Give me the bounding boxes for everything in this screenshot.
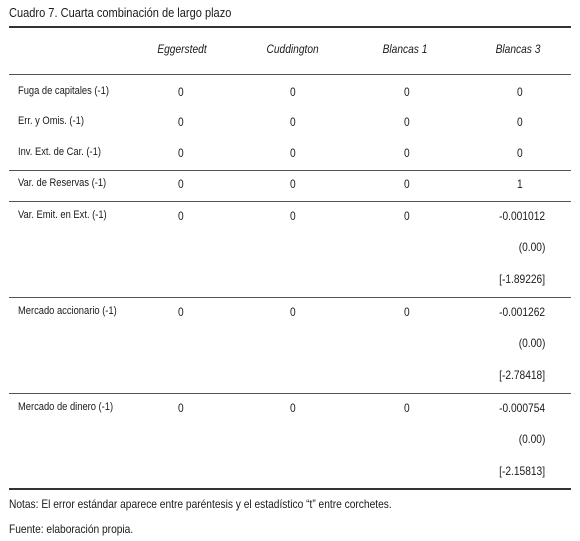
row-rule <box>9 201 571 202</box>
row-label: Var. Emit. en Ext. (-1) <box>18 209 107 221</box>
row-label: Mercado accionario (-1) <box>18 305 117 317</box>
row-label: Fuga de capitales (-1) <box>18 85 109 97</box>
standard-error: (0.00) <box>518 432 545 446</box>
row-label: Mercado de dinero (-1) <box>18 401 114 413</box>
table-cell: 0 <box>517 115 523 129</box>
row-label: Var. de Reservas (-1) <box>18 177 107 189</box>
row-rule <box>9 170 571 171</box>
table-cell: 0 <box>290 85 296 99</box>
standard-error: (0.00) <box>518 240 545 254</box>
bottom-rule <box>9 488 571 490</box>
table-cell: 0 <box>404 146 410 160</box>
column-header-eggerstedt: Eggerstedt <box>157 42 207 56</box>
column-header-blancas-3: Blancas 3 <box>495 42 541 56</box>
top-rule <box>9 26 571 28</box>
header-rule <box>9 74 571 75</box>
table-cell: 0 <box>404 209 410 223</box>
table-cell: 0 <box>404 85 410 99</box>
table-cell: 0 <box>290 209 296 223</box>
table-cell: 0 <box>517 85 523 99</box>
t-statistic: [-2.15813] <box>499 464 545 478</box>
table-cell: 0 <box>404 177 410 191</box>
column-header-cuddington: Cuddington <box>266 42 319 56</box>
row-label: Inv. Ext. de Car. (-1) <box>18 146 101 158</box>
table-cell: 0 <box>290 146 296 160</box>
table-cell: 0 <box>178 85 184 99</box>
standard-error: (0.00) <box>518 336 545 350</box>
table-cell: 1 <box>517 177 523 191</box>
row-rule <box>9 297 571 298</box>
table-cell: 0 <box>178 177 184 191</box>
table-cell: 0 <box>404 305 410 319</box>
table-source: Fuente: elaboración propia. <box>9 522 134 536</box>
row-rule <box>9 393 571 394</box>
t-statistic: [-2.78418] <box>499 368 545 382</box>
table-cell: 0 <box>404 115 410 129</box>
table-cell: 0 <box>178 209 184 223</box>
table-cell: -0.001262 <box>499 305 545 319</box>
table-cell: -0.001012 <box>499 209 545 223</box>
table-cell: 0 <box>290 115 296 129</box>
table-cell: 0 <box>178 146 184 160</box>
table-cell: 0 <box>290 401 296 415</box>
table-cell: 0 <box>178 115 184 129</box>
table-cell: 0 <box>178 401 184 415</box>
table-cell: 0 <box>178 305 184 319</box>
table-cell: 0 <box>290 177 296 191</box>
table-notes: Notas: El error estándar aparece entre paréntesis y el estadístico “t” entre corchetes. <box>9 497 392 511</box>
column-header-blancas-1: Blancas 1 <box>382 42 428 56</box>
row-label: Err. y Omis. (-1) <box>18 115 84 127</box>
table-cell: 0 <box>517 146 523 160</box>
table-cell: 0 <box>290 305 296 319</box>
table-cell: -0.000754 <box>499 401 545 415</box>
t-statistic: [-1.89226] <box>499 272 545 286</box>
table-cell: 0 <box>404 401 410 415</box>
table-title: Cuadro 7. Cuarta combinación de largo plazo <box>9 5 232 20</box>
